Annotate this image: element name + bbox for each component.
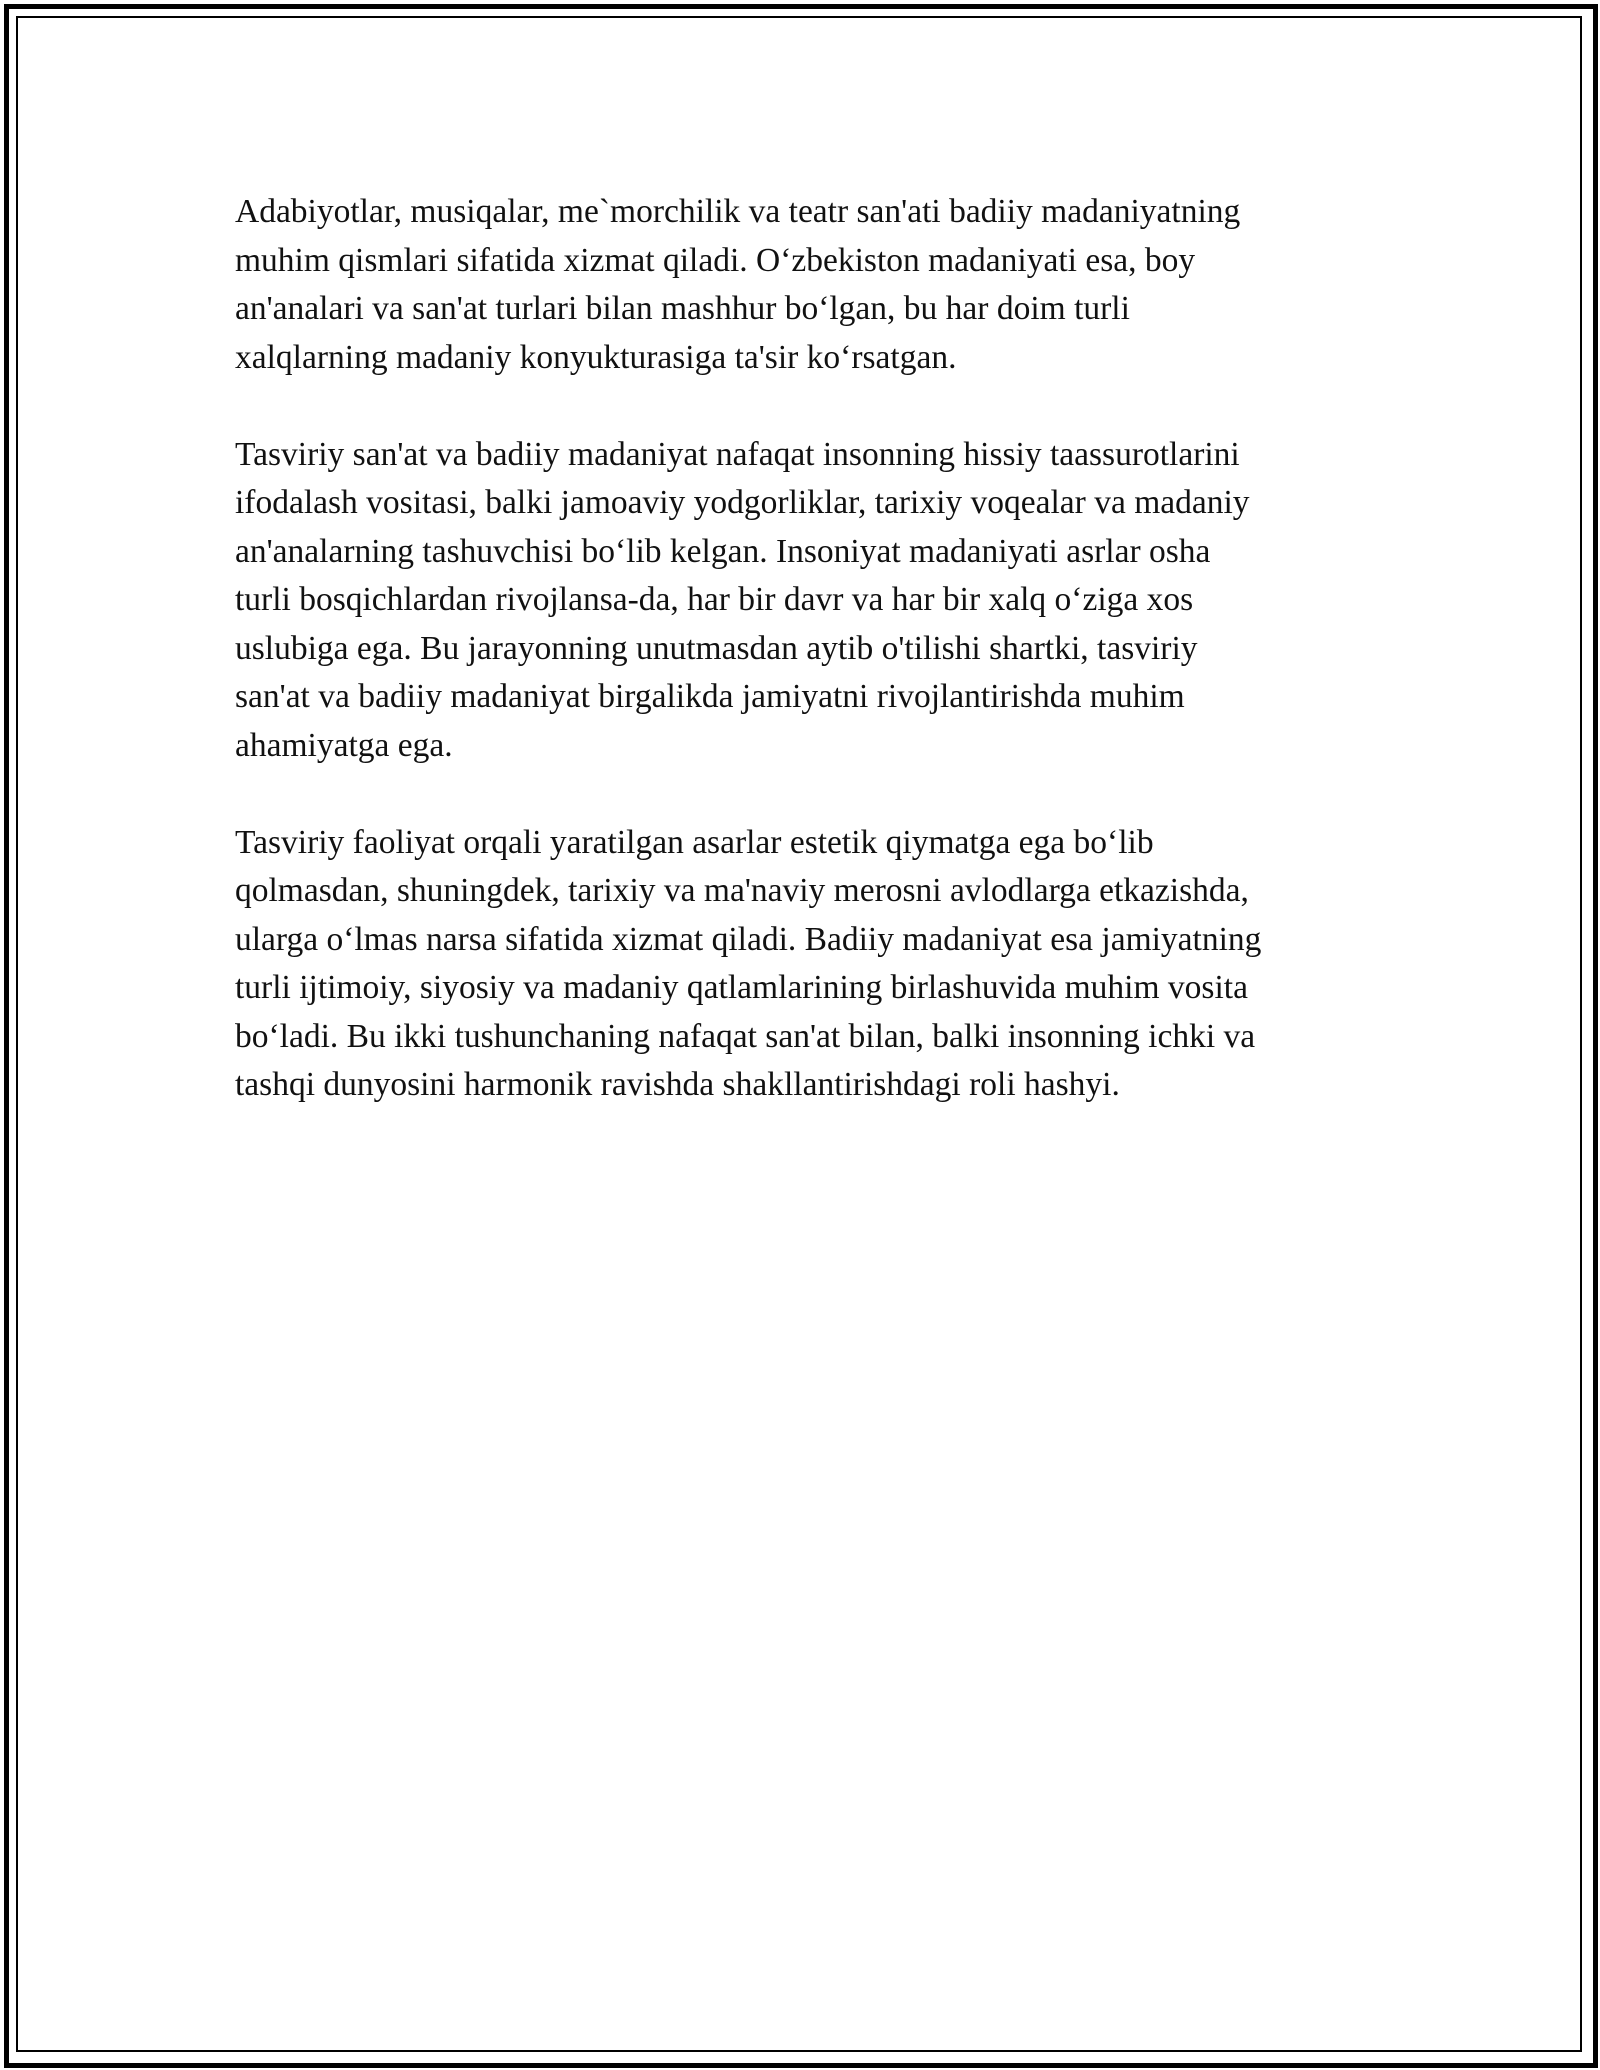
text-line: Adabiyotlar, musiqalar, me`morchilik va teatr san'ati badiiy madaniyatning [235,193,1241,230]
text-line: uslubiga ega. Bu jarayonning unutmasdan aytib o'tilishi shartki, tasviriy [235,629,1198,667]
text-line: qolmasdan, shuningdek, tarixiy va ma'naviy merosni avlodlarga etkazishda, [235,872,1249,909]
text-line: san'at va badiiy madaniyat birgalikda jamiyatni rivojlantirishda muhim [235,678,1185,715]
text-line: Tasviriy san'at va badiiy madaniyat nafaqat insonning hissiy taassurotlarini [235,435,1240,473]
text-line: xalqlarning madaniy konyukturasiga ta'sir koʻrsatgan. [235,338,957,376]
text-line: turli ijtimoiy, siyosiy va madaniy qatlamlarining birlashuvida muhim vosita [235,969,1248,1006]
text-line: an'analari va san'at turlari bilan mashhur boʻlgan, bu har doim turli [235,290,1130,327]
paragraph-1 [235,188,1375,382]
text-line: muhim qismlari sifatida xizmat qiladi. Oʻzbekiston madaniyati esa, boy [235,241,1196,279]
paragraph-3 [235,819,1375,1110]
text-line: boʻladi. Bu ikki tushunchaning nafaqat san'at bilan, balki insonning ichki va [235,1017,1256,1055]
text-line: Tasviriy faoliyat orqali yaratilgan asarlar estetik qiymatga ega boʻlib [235,823,1154,861]
text-line: ifodalash vositasi, balki jamoaviy yodgorliklar, tarixiy voqealar va madaniy [235,484,1250,521]
text-line: tashqi dunyosini harmonik ravishda shakllantirishdagi roli hashyi. [235,1066,1120,1103]
text-line: turli bosqichlardan rivojlansa-da, har bir davr va har bir xalq oʻziga xos [235,581,1194,618]
text-line: ularga oʻlmas narsa sifatida xizmat qiladi. Badiiy madaniyat esa jamiyatning [235,920,1262,958]
text-line: an'analarning tashuvchisi boʻlib kelgan. Insoniyat madaniyati asrlar osha [235,532,1211,570]
paragraph-2 [235,431,1375,771]
document-body [235,188,1375,1158]
text-line: ahamiyatga ega. [235,726,453,764]
